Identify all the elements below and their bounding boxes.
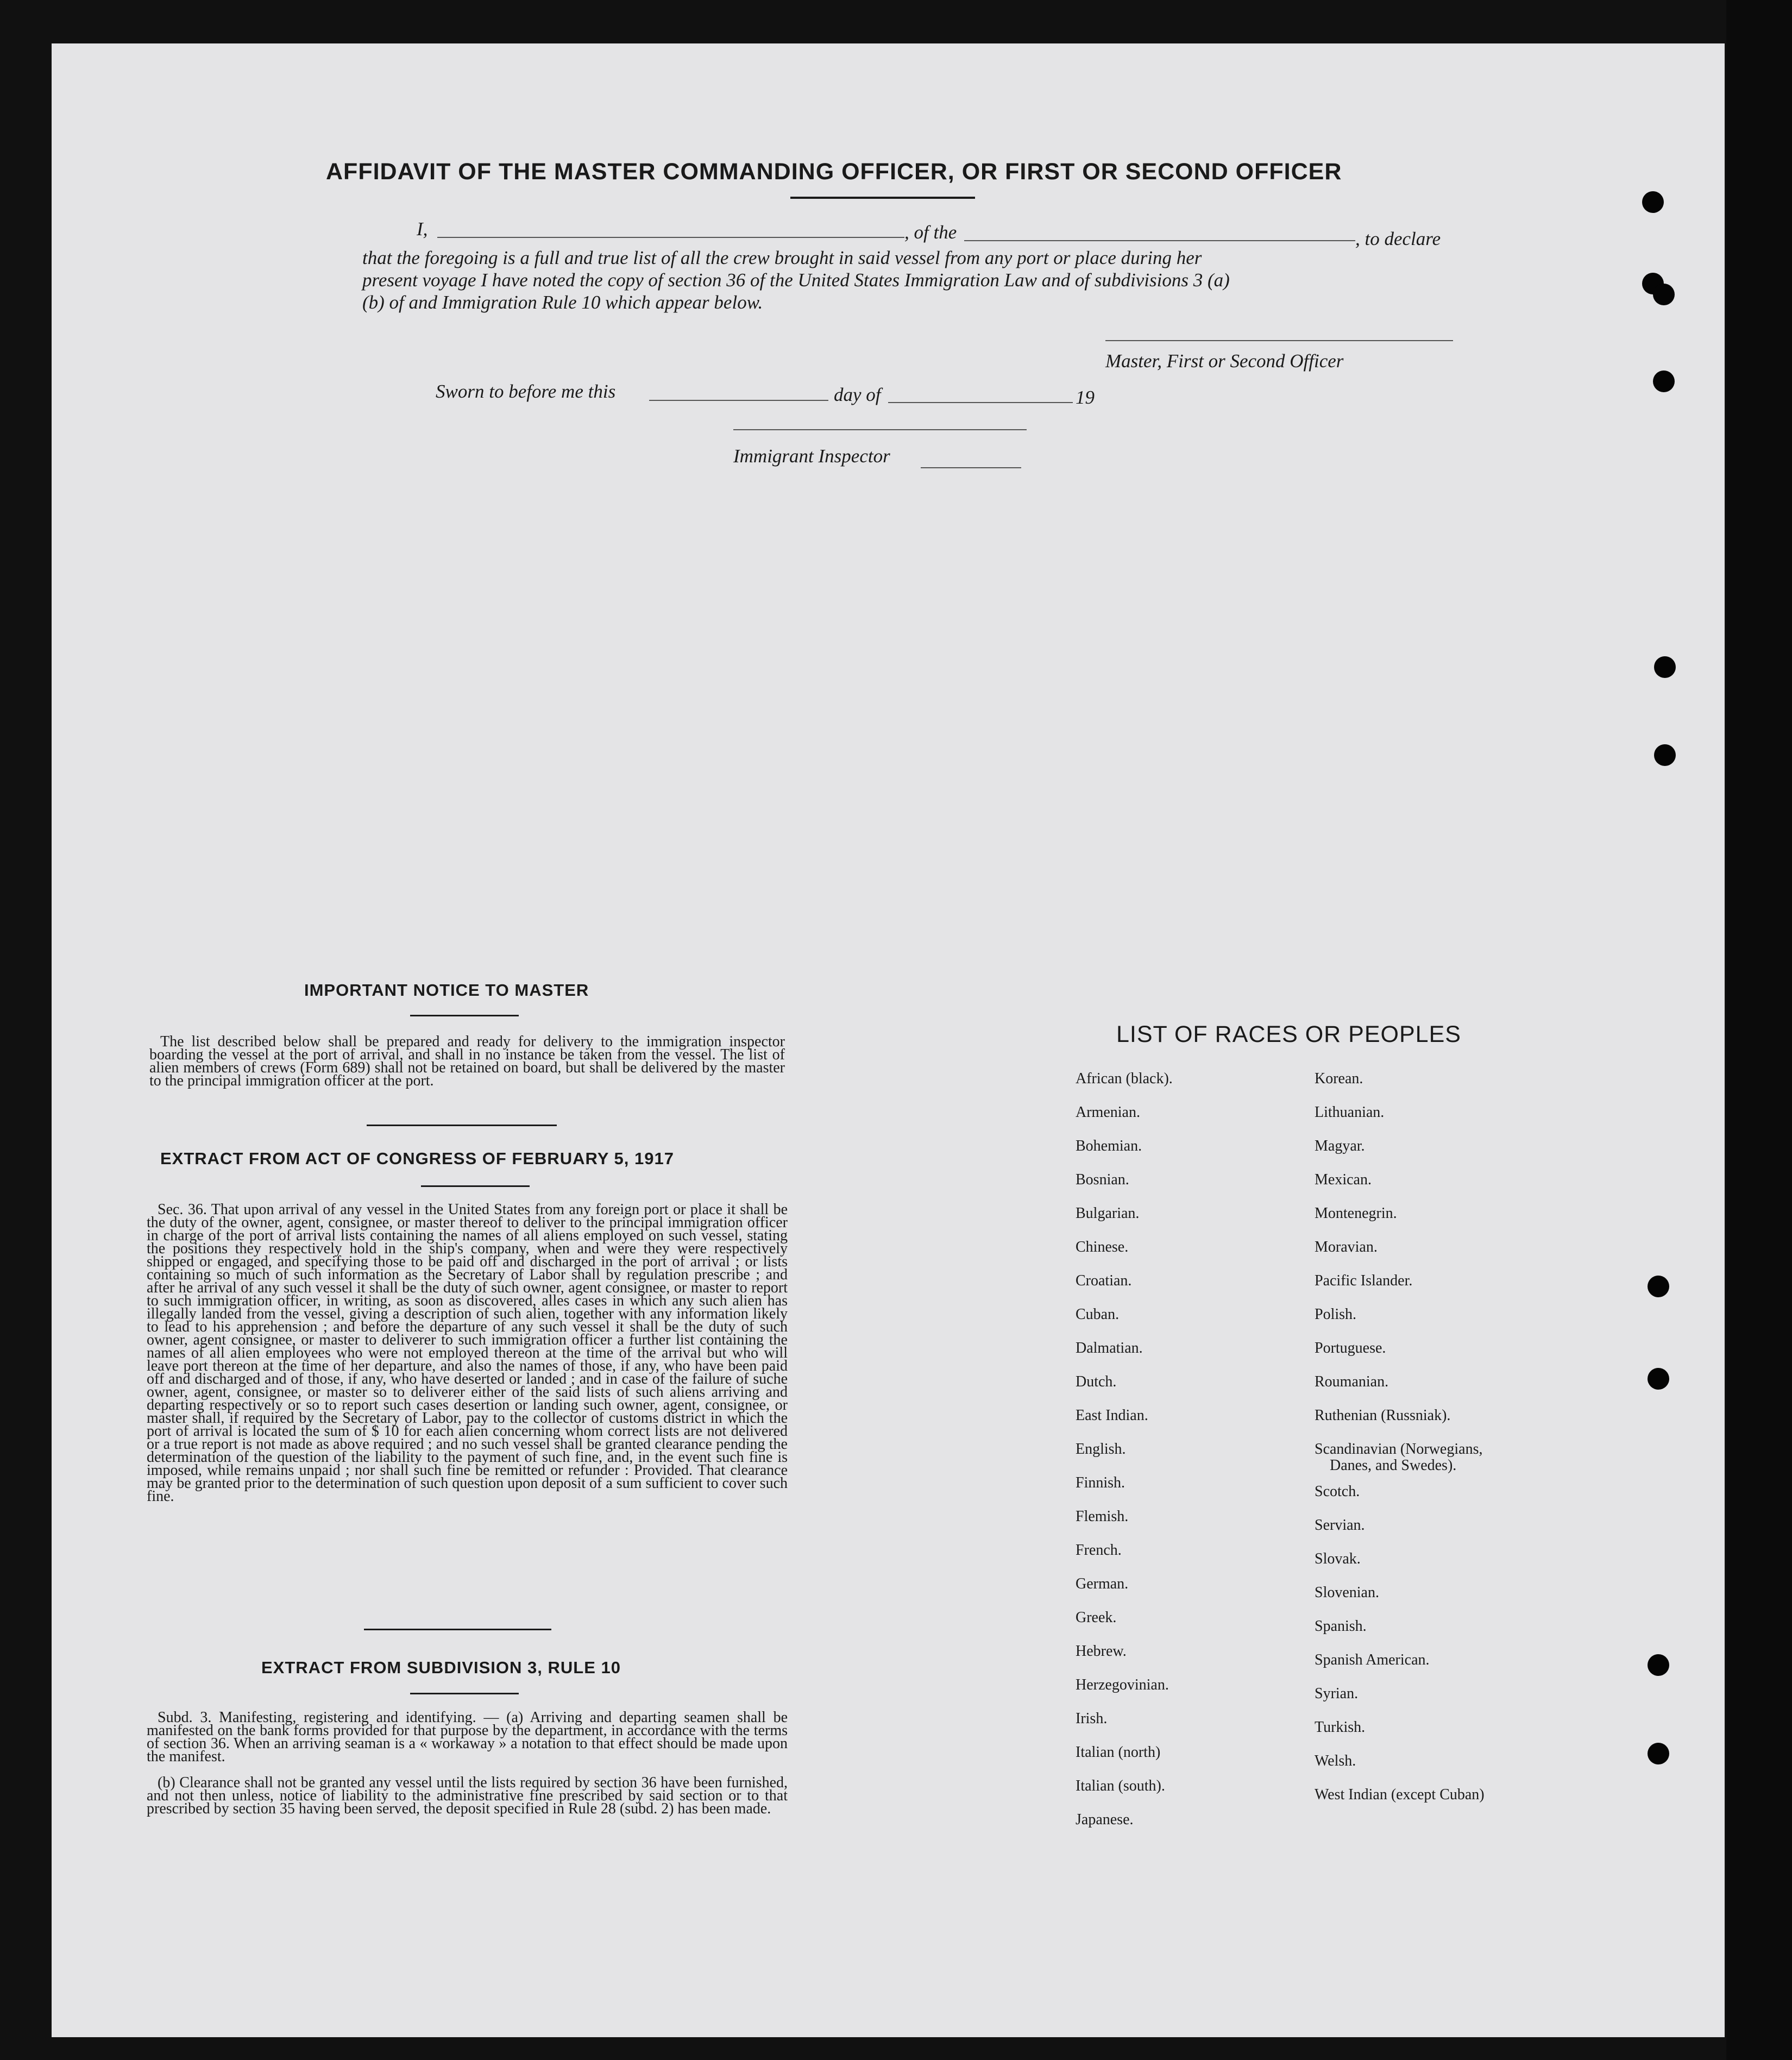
race-item: Pacific Islander.	[1315, 1272, 1413, 1289]
sworn-label: Sworn to before me this	[436, 381, 616, 402]
race-item: Herzegovinian.	[1076, 1676, 1169, 1693]
year-label: 19	[1076, 387, 1095, 408]
name-blank[interactable]	[437, 237, 904, 238]
inspector-short-line	[921, 467, 1021, 468]
sworn-month-blank[interactable]	[888, 402, 1073, 403]
race-item: Syrian.	[1315, 1685, 1359, 1702]
race-item: Roumanian.	[1315, 1373, 1389, 1390]
race-item: Croatian.	[1076, 1272, 1132, 1289]
document-page	[52, 43, 1725, 2037]
race-item: Armenian.	[1076, 1104, 1140, 1121]
race-item: Cuban.	[1076, 1306, 1120, 1323]
affidavit-line-4: (b) of and Immigration Rule 10 which appear below.	[362, 292, 763, 313]
rule-text-a: Subd. 3. Manifesting, registering and identifying. — (a) Arriving and departing seamen shall be manifested on the bank forms provided for that purpose by the department, in accordance with the terms of section 36. When an arriving seaman is a « workaway » a notation to that effect should be made upon the manifest.	[147, 1709, 788, 1765]
punch-hole-icon	[1653, 370, 1675, 392]
affidavit-title: AFFIDAVIT OF THE MASTER COMMANDING OFFICER, OR FIRST OR SECOND OFFICER	[326, 159, 1342, 185]
race-item: Bulgarian.	[1076, 1205, 1140, 1222]
race-item: Bohemian.	[1076, 1138, 1142, 1154]
race-item: Italian (south).	[1076, 1778, 1165, 1794]
race-item: Scandinavian (Norwegians,	[1315, 1441, 1483, 1458]
punch-hole-icon	[1642, 191, 1664, 213]
rule-title: EXTRACT FROM SUBDIVISION 3, RULE 10	[261, 1658, 621, 1677]
master-caption: Master, First or Second Officer	[1105, 350, 1344, 372]
notice-divider	[367, 1125, 557, 1126]
act-text: Sec. 36. That upon arrival of any vessel in the United States from any foreign port or place it shall be the duty of the owner, agent, consignee, or master thereof to deliver to the principal immigration officer in charge of the port of arrival lists containing the names of all aliens employed on such vessel, stating the positions they respectively hold in the ship's company, when and were they were respectively shipped or engaged, and specifying those to be paid off and discharged in the port of arrival ; or lists containing so much of such information as the Secretary of Labor shall by regulation prescribe ; and after he arrival of any such vessel it shall be the duty of such owner, agent consignee, or master to report to such immigration officer, in writing, as soon as discovered, alles cases in which any such alien has illegally landed from the vessel, giving a description of such alien, together with any information likely to lead to his apprehension ; and before the departure of any such vessel it shall be the duty of such owner, agent consignee, or master to deliverer to such immigration officer a further list containing the names of all alien employees who were not employed thereon at the time of the arrival but who will leave port thereon at the time of her departure, and also the names of those, if any, who have been paid off and discharged and of those, if any, who have deserted or landed ; and in case of the failure of suche owner, agent, consignee, or master so to deliverer either of the said lists of such aliens arriving and departing respectively or so to report such cases desertion or landing such owner, agent, consignee, or master shall, if required by the Secretary of Labor, pay to the collector of customs district in which the port of arrival is located the sum of $ 10 for each alien concerning whom correct lists are not delivered or a true report is not made as above required ; and no such vessel shall be granted clearance pending the determination of the question of the liability to the payment of such fine, and, in the event such fine is imposed, while remains unpaid ; nor shall such fine be remitted or refunder : Provided. That clearance may be granted prior to the determination of such question upon deposit of a sum sufficient to cover such fine.	[147, 1201, 788, 1505]
punch-hole-icon	[1653, 284, 1675, 305]
of-the-label: , of the	[904, 222, 957, 243]
race-item: Mexican.	[1315, 1171, 1372, 1188]
race-item: Slovak.	[1315, 1550, 1361, 1567]
inspector-signature-line[interactable]	[733, 429, 1027, 430]
race-item: English.	[1076, 1441, 1126, 1458]
race-item: Scotch.	[1315, 1483, 1360, 1500]
race-item: Bosnian.	[1076, 1171, 1129, 1188]
inspector-caption: Immigrant Inspector	[733, 445, 890, 467]
race-item: Spanish American.	[1315, 1651, 1430, 1668]
race-item: Ruthenian (Russniak).	[1315, 1407, 1451, 1424]
rule-text-b: (b) Clearance shall not be granted any vessel until the lists required by section 36 have been furnished, and not then unless, notice of liability to the administrative fine prescribed by said section or to that prescribed by section 35 having been served, the deposit specified in Rule 28 (subd. 2) has been made.	[147, 1774, 788, 1817]
race-item: Greek.	[1076, 1609, 1117, 1626]
notice-underline	[410, 1015, 519, 1016]
punch-hole-icon	[1648, 1276, 1669, 1297]
race-item: German.	[1076, 1575, 1129, 1592]
punch-hole-icon	[1648, 1743, 1669, 1764]
rule-underline	[410, 1693, 519, 1694]
race-item: West Indian (except Cuban)	[1315, 1786, 1485, 1803]
race-item: Montenegrin.	[1315, 1205, 1397, 1222]
scan-border	[1726, 0, 1792, 2060]
race-item: Irish.	[1076, 1710, 1108, 1727]
punch-hole-icon	[1654, 656, 1676, 678]
race-item: Chinese.	[1076, 1239, 1129, 1255]
sworn-day-blank[interactable]	[649, 400, 828, 401]
punch-hole-icon	[1648, 1654, 1669, 1676]
i-label: I,	[417, 218, 428, 240]
race-item: Servian.	[1315, 1517, 1365, 1534]
race-item: Turkish.	[1315, 1719, 1366, 1736]
act-divider	[364, 1629, 551, 1630]
race-item: Lithuanian.	[1315, 1104, 1385, 1121]
act-title: EXTRACT FROM ACT OF CONGRESS OF FEBRUARY 5, 1917	[160, 1149, 674, 1168]
race-item: East Indian.	[1076, 1407, 1148, 1424]
race-item: French.	[1076, 1542, 1122, 1559]
race-item: Finnish.	[1076, 1474, 1125, 1491]
race-item: Portuguese.	[1315, 1340, 1386, 1356]
act-underline	[421, 1185, 530, 1187]
to-declare-label: , to declare	[1355, 228, 1441, 249]
punch-hole-icon	[1654, 744, 1676, 766]
title-underline	[790, 197, 975, 199]
race-item: Italian (north)	[1076, 1744, 1161, 1761]
race-item: Magyar.	[1315, 1138, 1365, 1154]
race-item: Dutch.	[1076, 1373, 1117, 1390]
race-item: Hebrew.	[1076, 1643, 1127, 1660]
race-item: Flemish.	[1076, 1508, 1129, 1525]
race-item: Danes, and Swedes).	[1330, 1457, 1457, 1474]
day-of-label: day of	[834, 384, 881, 405]
race-item: Korean.	[1315, 1070, 1363, 1087]
races-title: LIST OF RACES OR PEOPLES	[1116, 1021, 1461, 1047]
affidavit-line-3: present voyage I have noted the copy of section 36 of the United States Immigration Law and of subdivisions 3 (a)	[362, 269, 1230, 291]
punch-hole-icon	[1648, 1368, 1669, 1390]
race-item: Welsh.	[1315, 1753, 1356, 1769]
race-item: Japanese.	[1076, 1811, 1134, 1828]
affidavit-line-2: that the foregoing is a full and true list of all the crew brought in said vessel from any port or place during her	[362, 247, 1202, 268]
race-item: Moravian.	[1315, 1239, 1378, 1255]
master-signature-line[interactable]	[1105, 340, 1453, 341]
notice-text: The list described below shall be prepared and ready for delivery to the immigration inspector boarding the vessel at the port of arrival, and shall in no instance be taken from the vessel. The list of alien members of crews (Form 689) shall not be retained on board, but shall be delivered by the master to the principal immigration officer at the port.	[149, 1033, 785, 1089]
race-item: Dalmatian.	[1076, 1340, 1143, 1356]
race-item: African (black).	[1076, 1070, 1173, 1087]
notice-title: IMPORTANT NOTICE TO MASTER	[304, 981, 589, 1000]
vessel-blank[interactable]	[964, 240, 1355, 241]
race-item: Slovenian.	[1315, 1584, 1379, 1601]
race-item: Spanish.	[1315, 1618, 1367, 1635]
race-item: Polish.	[1315, 1306, 1357, 1323]
